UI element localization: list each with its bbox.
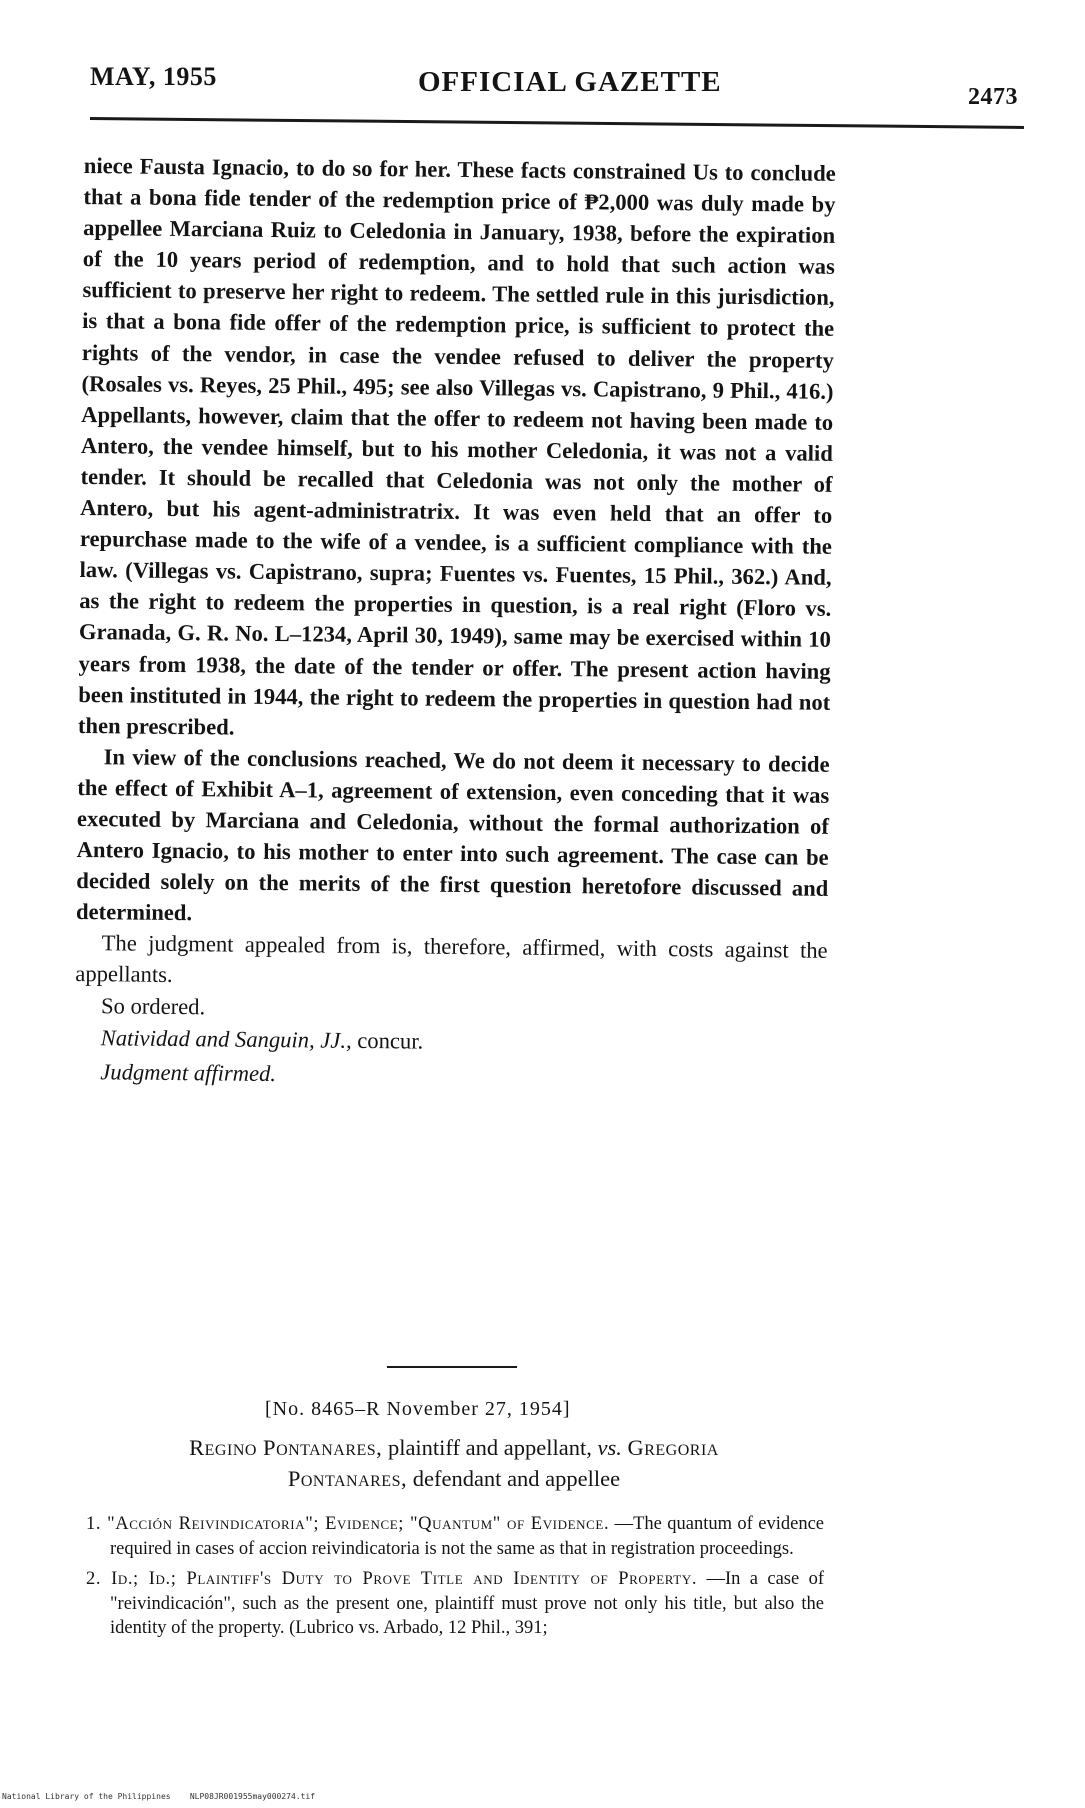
paragraph-judgment: The judgment appealed from is, therefore, affirmed, with costs against the appellants. [75,930,828,988]
scan-footer: National Library of the Philippines NLP08JR001955may000274.tif [2,1792,316,1801]
syllabus-item [86,1567,824,1641]
plaintiff-role: plaintiff and appellant, [387,1435,592,1460]
versus: vs. [597,1435,622,1460]
judgment-result: Judgment affirmed. [100,1058,277,1086]
header-rule [90,117,1024,129]
page-number: 2473 [968,84,1018,110]
syllabus-heading: 2. Id.; Id.; Plaintiff's Duty to Prove Title and Identity of Property. [86,1569,698,1589]
so-ordered: So ordered. [100,992,206,1019]
syllabus-text: —The quantum of evidence required in cases of accion reivindicatoria is not the same as that in registration proceedings. [110,1514,824,1559]
case-caption [74,1432,834,1494]
defendant-first-name: Gregoria [627,1435,719,1460]
syllabus-heading: 1. "Acción Reivindicatoria"; Evidence; "Quantum" of Evidence. [86,1514,610,1534]
defendant-last-name: Pontanares, [287,1466,408,1491]
decision-body [74,150,836,1096]
concurring-justices: Natividad and Sanguin, JJ., [100,1024,352,1053]
publication-title: OFFICIAL GAZETTE [418,66,722,98]
paragraph-conclusions: In view of the conclusions reached, We do not deem it necessary to decide the effect of Exhibit A–1, agreement of extension, even conceding that it was executed by Marciana and Celedonia, without the formal authorization of Antero Ignacio, to his mother to enter into such agreement. The case can be decided solely on the merits of the first question heretofore discussed and determined. [75,744,830,926]
plaintiff-name: Regino Pontanares, [189,1435,383,1460]
section-divider [387,1366,517,1368]
defendant-role: defendant and appellee [412,1466,621,1491]
syllabus-text: —In a case of "reivindicación", such as the present one, plaintiff must prove not only his title, but also the identity of the property. (Lubrico vs. Arbado, 12 Phil., 391; [110,1569,824,1638]
syllabus [86,1512,824,1647]
syllabus-item [86,1512,824,1561]
issue-date: MAY, 1955 [90,62,217,91]
concur-word: concur. [357,1027,424,1054]
case-number: [No. 8465–R November 27, 1954] [265,1398,571,1420]
paragraph-redemption: niece Fausta Ignacio, to do so for her. These facts constrained Us to conclude that a bona fide tender of the redemption price of ₱2,000 was duly made by appellee Marciana Ruiz to Celedonia in January, 1938, before the expiration of the 10 years period of redemption, and to hold that such action was sufficient to preserve her right to redeem. The settled rule in this jurisdiction, is that a bona fide offer of the redemption price, is sufficient to protect the rights of the vendor, in case the vendee refused to deliver the property (Rosales vs. Reyes, 25 Phil., 495; see also Villegas vs. Capistrano, 9 Phil., 416.) Appellants, however, claim that the offer to redeem not having been made to Antero, the vendee himself, but to his mother Celedonia, it was not a valid tender. It should be recalled that Celedonia was not only the mother of Antero, but his agent-administratrix. It was even held that an offer to repurchase made to the wife of a vendee, is a sufficient compliance with the law. (Villegas vs. Capistrano, supra; Fuentes vs. Fuentes, 15 Phil., 362.) And, as the right to redeem the properties in question, is a real right (Floro vs. Granada, G. R. No. L–1234, April 30, 1949), same may be exercised within 10 years from 1938, the date of the tender or offer. The present action having been instituted in 1944, the right to redeem the properties in question had not then prescribed. [77,152,836,740]
